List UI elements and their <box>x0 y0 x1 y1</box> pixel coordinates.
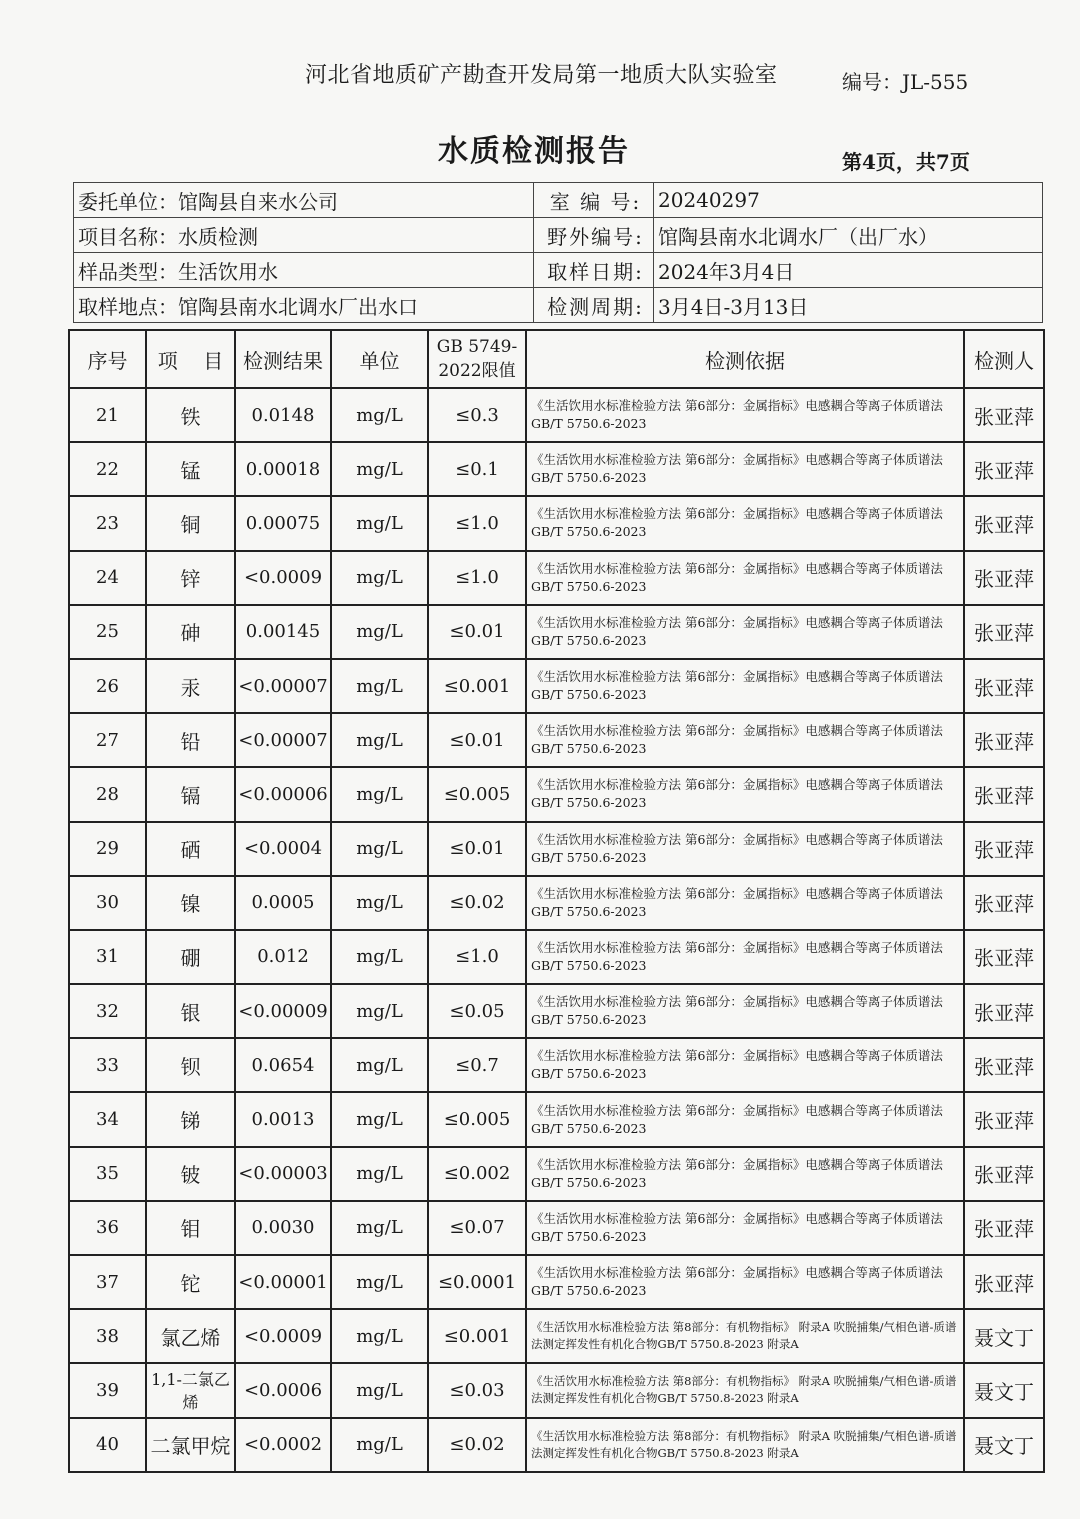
table-row <box>69 1418 1044 1472</box>
row-item: 铍 <box>146 1147 235 1201</box>
table-row <box>69 930 1044 984</box>
row-item: 镉 <box>146 767 235 821</box>
row-item: 铜 <box>146 496 235 550</box>
row-item: 钼 <box>146 1201 235 1255</box>
row-unit: mg/L <box>331 496 428 550</box>
row-tester: 张亚萍 <box>964 1255 1044 1309</box>
table-row <box>69 1092 1044 1146</box>
header-limit-line2: 2022限值 <box>438 361 516 381</box>
header-unit: 单位 <box>331 330 428 388</box>
row-basis: 《生活饮用水标准检验方法 第6部分：金属指标》电感耦合等离子体质谱法 GB/T 5750.6-2023 <box>526 1038 964 1092</box>
row-limit: ≤0.05 <box>428 984 526 1038</box>
row-basis: 《生活饮用水标准检验方法 第6部分：金属指标》电感耦合等离子体质谱法 GB/T 5750.6-2023 <box>526 767 964 821</box>
row-item: 二氯甲烷 <box>146 1418 235 1472</box>
client-cell <box>74 183 534 218</box>
location-value: 馆陶县南水北调水厂出水口 <box>178 294 418 319</box>
results-table <box>68 329 1045 1473</box>
row-limit: ≤0.0001 <box>428 1255 526 1309</box>
row-basis: 《生活饮用水标准检验方法 第6部分：金属指标》电感耦合等离子体质谱法 GB/T 5750.6-2023 <box>526 496 964 550</box>
row-basis: 《生活饮用水标准检验方法 第8部分：有机物指标》 附录A 吹脱捕集/气相色谱-质谱法测定挥发性有机化合物GB/T 5750.8-2023 附录A <box>526 1363 964 1417</box>
sample-type-value: 生活饮用水 <box>178 259 278 284</box>
period-label: 检测周期: <box>534 288 654 323</box>
row-unit: mg/L <box>331 984 428 1038</box>
row-no: 37 <box>69 1255 146 1309</box>
row-item: 硒 <box>146 822 235 876</box>
row-no: 29 <box>69 822 146 876</box>
row-limit: ≤0.3 <box>428 388 526 442</box>
row-basis: 《生活饮用水标准检验方法 第8部分：有机物指标》 附录A 吹脱捕集/气相色谱-质谱法测定挥发性有机化合物GB/T 5750.8-2023 附录A <box>526 1418 964 1472</box>
row-unit: mg/L <box>331 713 428 767</box>
row-basis: 《生活饮用水标准检验方法 第6部分：金属指标》电感耦合等离子体质谱法 GB/T 5750.6-2023 <box>526 713 964 767</box>
row-basis: 《生活饮用水标准检验方法 第6部分：金属指标》电感耦合等离子体质谱法 GB/T 5750.6-2023 <box>526 388 964 442</box>
row-item: 锌 <box>146 551 235 605</box>
table-row <box>69 1309 1044 1363</box>
table-row <box>69 1363 1044 1417</box>
row-item: 硼 <box>146 930 235 984</box>
table-row <box>69 876 1044 930</box>
row-limit: ≤1.0 <box>428 551 526 605</box>
row-basis: 《生活饮用水标准检验方法 第6部分：金属指标》电感耦合等离子体质谱法 GB/T 5750.6-2023 <box>526 442 964 496</box>
row-tester: 张亚萍 <box>964 930 1044 984</box>
row-unit: mg/L <box>331 1309 428 1363</box>
table-row <box>69 984 1044 1038</box>
row-item: 1,1-二氯乙烯 <box>146 1363 235 1417</box>
project-label: 项目名称： <box>78 224 178 249</box>
header-limit-line1: GB 5749- <box>436 337 518 357</box>
row-tester: 张亚萍 <box>964 551 1044 605</box>
row-limit: ≤1.0 <box>428 496 526 550</box>
row-basis: 《生活饮用水标准检验方法 第6部分：金属指标》电感耦合等离子体质谱法 GB/T 5750.6-2023 <box>526 1092 964 1146</box>
row-result: <0.0009 <box>235 1309 331 1363</box>
row-basis: 《生活饮用水标准检验方法 第6部分：金属指标》电感耦合等离子体质谱法 GB/T 5750.6-2023 <box>526 1201 964 1255</box>
row-no: 30 <box>69 876 146 930</box>
project-cell <box>74 218 534 253</box>
row-limit: ≤0.01 <box>428 713 526 767</box>
row-tester: 张亚萍 <box>964 876 1044 930</box>
row-result: 0.0654 <box>235 1038 331 1092</box>
table-row <box>69 388 1044 442</box>
sample-type-cell <box>74 253 534 288</box>
row-limit: ≤0.001 <box>428 659 526 713</box>
row-result: <0.0009 <box>235 551 331 605</box>
row-tester: 张亚萍 <box>964 1092 1044 1146</box>
row-limit: ≤0.005 <box>428 1092 526 1146</box>
row-tester: 张亚萍 <box>964 822 1044 876</box>
row-limit: ≤0.02 <box>428 1418 526 1472</box>
row-unit: mg/L <box>331 930 428 984</box>
row-tester: 张亚萍 <box>964 442 1044 496</box>
row-item: 铅 <box>146 713 235 767</box>
row-tester: 张亚萍 <box>964 496 1044 550</box>
project-value: 水质检测 <box>178 224 258 249</box>
row-result: <0.00006 <box>235 767 331 821</box>
row-unit: mg/L <box>331 1092 428 1146</box>
row-no: 26 <box>69 659 146 713</box>
row-unit: mg/L <box>331 442 428 496</box>
row-limit: ≤0.01 <box>428 822 526 876</box>
table-row <box>69 1147 1044 1201</box>
row-limit: ≤0.001 <box>428 1309 526 1363</box>
row-tester: 张亚萍 <box>964 1038 1044 1092</box>
location-label: 取样地点： <box>78 294 178 319</box>
table-row <box>69 767 1044 821</box>
row-result: 0.00145 <box>235 605 331 659</box>
row-no: 32 <box>69 984 146 1038</box>
row-item: 钡 <box>146 1038 235 1092</box>
row-item: 汞 <box>146 659 235 713</box>
row-basis: 《生活饮用水标准检验方法 第6部分：金属指标》电感耦合等离子体质谱法 GB/T 5750.6-2023 <box>526 605 964 659</box>
row-unit: mg/L <box>331 605 428 659</box>
table-row <box>69 659 1044 713</box>
row-tester: 聂文丁 <box>964 1309 1044 1363</box>
table-row <box>69 1255 1044 1309</box>
header-basis: 检测依据 <box>526 330 964 388</box>
row-item: 锰 <box>146 442 235 496</box>
table-row <box>69 605 1044 659</box>
row-item: 锑 <box>146 1092 235 1146</box>
row-no: 25 <box>69 605 146 659</box>
row-tester: 张亚萍 <box>964 713 1044 767</box>
table-row <box>69 713 1044 767</box>
header-no: 序号 <box>69 330 146 388</box>
row-unit: mg/L <box>331 767 428 821</box>
row-no: 27 <box>69 713 146 767</box>
header-limit <box>428 330 526 388</box>
row-basis: 《生活饮用水标准检验方法 第6部分：金属指标》电感耦合等离子体质谱法 GB/T 5750.6-2023 <box>526 1255 964 1309</box>
row-result: 0.00018 <box>235 442 331 496</box>
sampling-date-value: 2024年3月4日 <box>654 253 1043 288</box>
row-no: 21 <box>69 388 146 442</box>
table-row <box>69 496 1044 550</box>
row-basis: 《生活饮用水标准检验方法 第6部分：金属指标》电感耦合等离子体质谱法 GB/T 5750.6-2023 <box>526 930 964 984</box>
table-header-row <box>69 330 1044 388</box>
row-result: <0.00007 <box>235 713 331 767</box>
row-result: 0.0148 <box>235 388 331 442</box>
row-no: 33 <box>69 1038 146 1092</box>
row-limit: ≤0.1 <box>428 442 526 496</box>
row-basis: 《生活饮用水标准检验方法 第6部分：金属指标》电感耦合等离子体质谱法 GB/T 5750.6-2023 <box>526 551 964 605</box>
row-unit: mg/L <box>331 551 428 605</box>
row-unit: mg/L <box>331 659 428 713</box>
row-limit: ≤0.02 <box>428 876 526 930</box>
row-no: 34 <box>69 1092 146 1146</box>
row-result: 0.00075 <box>235 496 331 550</box>
row-item: 铊 <box>146 1255 235 1309</box>
row-unit: mg/L <box>331 1038 428 1092</box>
row-unit: mg/L <box>331 876 428 930</box>
row-basis: 《生活饮用水标准检验方法 第8部分：有机物指标》 附录A 吹脱捕集/气相色谱-质谱法测定挥发性有机化合物GB/T 5750.8-2023 附录A <box>526 1309 964 1363</box>
row-limit: ≤0.005 <box>428 767 526 821</box>
location-cell <box>74 288 534 323</box>
row-item: 银 <box>146 984 235 1038</box>
row-tester: 张亚萍 <box>964 605 1044 659</box>
field-no-label: 野外编号: <box>534 218 654 253</box>
header-result: 检测结果 <box>235 330 331 388</box>
row-result: 0.0005 <box>235 876 331 930</box>
row-tester: 张亚萍 <box>964 659 1044 713</box>
row-result: <0.00003 <box>235 1147 331 1201</box>
period-value: 3月4日-3月13日 <box>654 288 1043 323</box>
organization-name: 河北省地质矿产勘查开发局第一地质大队实验室 <box>305 63 778 88</box>
row-tester: 张亚萍 <box>964 1147 1044 1201</box>
row-result: <0.00007 <box>235 659 331 713</box>
row-tester: 张亚萍 <box>964 767 1044 821</box>
table-row <box>69 1038 1044 1092</box>
row-unit: mg/L <box>331 1147 428 1201</box>
row-tester: 聂文丁 <box>964 1363 1044 1417</box>
row-result: <0.0004 <box>235 822 331 876</box>
row-result: 0.0030 <box>235 1201 331 1255</box>
sampling-date-label: 取样日期: <box>534 253 654 288</box>
report-title: 水质检测报告 <box>438 134 630 169</box>
row-no: 35 <box>69 1147 146 1201</box>
lab-no-label: 室 编 号: <box>534 183 654 218</box>
row-limit: ≤0.7 <box>428 1038 526 1092</box>
sample-info-table <box>73 182 1043 323</box>
header-item: 项 目 <box>146 330 235 388</box>
row-no: 23 <box>69 496 146 550</box>
row-unit: mg/L <box>331 1418 428 1472</box>
row-limit: ≤1.0 <box>428 930 526 984</box>
client-label: 委托单位： <box>78 189 178 214</box>
sample-type-label: 样品类型： <box>78 259 178 284</box>
row-result: <0.00009 <box>235 984 331 1038</box>
row-result: <0.0006 <box>235 1363 331 1417</box>
row-limit: ≤0.07 <box>428 1201 526 1255</box>
row-unit: mg/L <box>331 822 428 876</box>
table-row <box>69 551 1044 605</box>
row-tester: 聂文丁 <box>964 1418 1044 1472</box>
page-indicator: 第4页，共7页 <box>842 150 970 174</box>
row-no: 39 <box>69 1363 146 1417</box>
row-no: 36 <box>69 1201 146 1255</box>
row-limit: ≤0.03 <box>428 1363 526 1417</box>
row-no: 28 <box>69 767 146 821</box>
row-limit: ≤0.01 <box>428 605 526 659</box>
row-result: 0.012 <box>235 930 331 984</box>
row-no: 38 <box>69 1309 146 1363</box>
row-basis: 《生活饮用水标准检验方法 第6部分：金属指标》电感耦合等离子体质谱法 GB/T 5750.6-2023 <box>526 1147 964 1201</box>
row-item: 砷 <box>146 605 235 659</box>
row-item: 氯乙烯 <box>146 1309 235 1363</box>
row-result: <0.0002 <box>235 1418 331 1472</box>
row-item: 镍 <box>146 876 235 930</box>
row-basis: 《生活饮用水标准检验方法 第6部分：金属指标》电感耦合等离子体质谱法 GB/T 5750.6-2023 <box>526 876 964 930</box>
row-basis: 《生活饮用水标准检验方法 第6部分：金属指标》电感耦合等离子体质谱法 GB/T 5750.6-2023 <box>526 984 964 1038</box>
row-tester: 张亚萍 <box>964 388 1044 442</box>
row-no: 24 <box>69 551 146 605</box>
row-tester: 张亚萍 <box>964 984 1044 1038</box>
table-row <box>69 1201 1044 1255</box>
row-limit: ≤0.002 <box>428 1147 526 1201</box>
header-tester: 检测人 <box>964 330 1044 388</box>
row-basis: 《生活饮用水标准检验方法 第6部分：金属指标》电感耦合等离子体质谱法 GB/T 5750.6-2023 <box>526 822 964 876</box>
row-tester: 张亚萍 <box>964 1201 1044 1255</box>
row-result: <0.00001 <box>235 1255 331 1309</box>
document-code: 编号：JL-555 <box>842 70 969 94</box>
field-no-value: 馆陶县南水北调水厂（出厂水） <box>654 218 1043 253</box>
row-unit: mg/L <box>331 1363 428 1417</box>
row-no: 22 <box>69 442 146 496</box>
row-result: 0.0013 <box>235 1092 331 1146</box>
row-unit: mg/L <box>331 1201 428 1255</box>
row-unit: mg/L <box>331 1255 428 1309</box>
lab-no-value: 20240297 <box>654 183 1043 218</box>
row-unit: mg/L <box>331 388 428 442</box>
row-basis: 《生活饮用水标准检验方法 第6部分：金属指标》电感耦合等离子体质谱法 GB/T 5750.6-2023 <box>526 659 964 713</box>
row-no: 40 <box>69 1418 146 1472</box>
table-row <box>69 442 1044 496</box>
client-value: 馆陶县自来水公司 <box>178 189 338 214</box>
row-item: 铁 <box>146 388 235 442</box>
row-no: 31 <box>69 930 146 984</box>
table-row <box>69 822 1044 876</box>
